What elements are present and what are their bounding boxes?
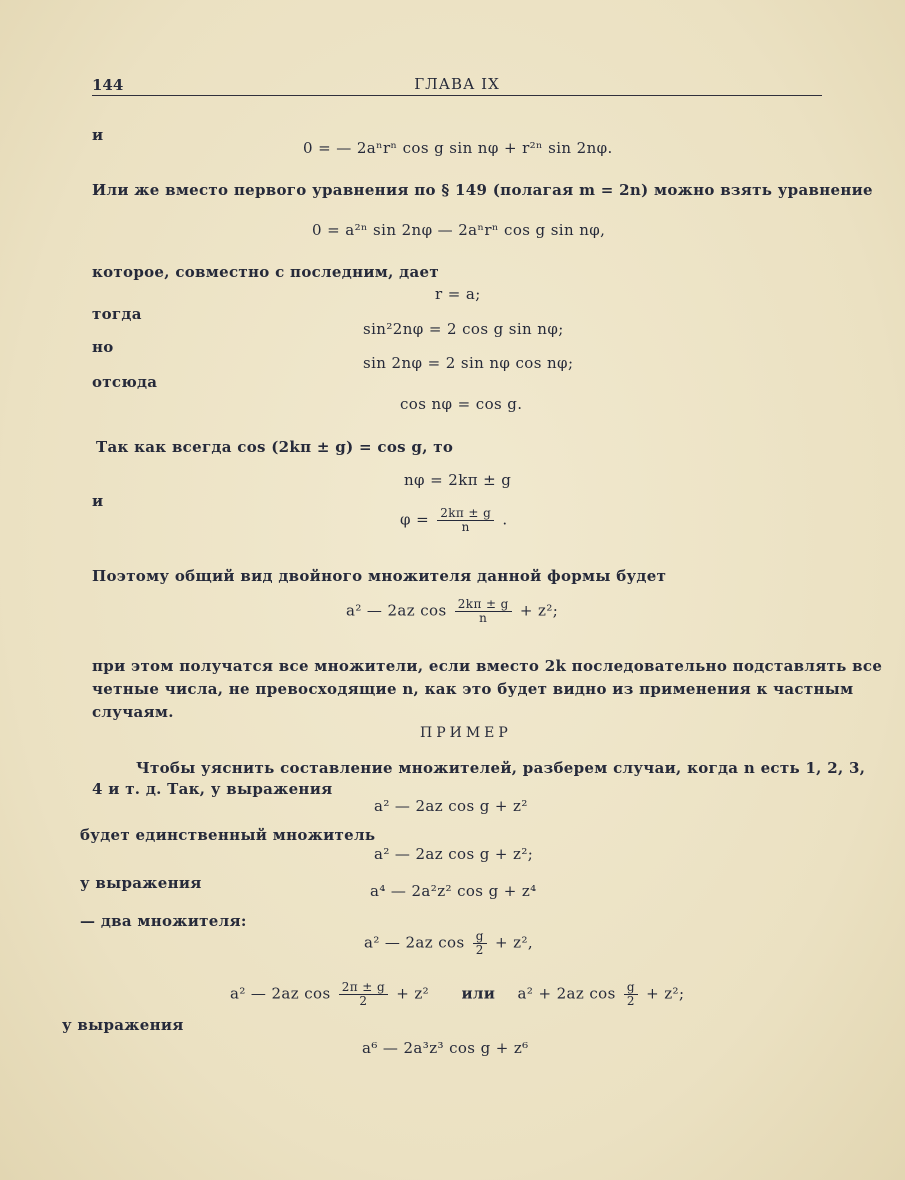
equation-part: a² — 2az cos <box>346 601 447 620</box>
fraction-numerator: 2kπ ± g <box>455 598 512 612</box>
fraction-numerator: g <box>473 930 487 944</box>
paragraph-text: у выражения <box>62 1016 184 1034</box>
paragraph-text: — два множителя: <box>80 912 247 930</box>
equation: sin 2nφ = 2 sin nφ cos nφ; <box>363 354 574 372</box>
fraction <box>473 930 487 957</box>
word-no: но <box>92 338 114 356</box>
fraction <box>339 981 388 1008</box>
equation-part: . <box>502 510 508 529</box>
fraction <box>437 507 494 534</box>
fraction-denominator: 2 <box>626 994 635 1008</box>
fraction-denominator: n <box>461 520 470 534</box>
equation: nφ = 2kπ ± g <box>404 471 512 489</box>
paragraph-text: которое, совместно с последним, дает <box>92 263 439 281</box>
equation-part: a² — 2az cos <box>230 984 331 1003</box>
paragraph-text: 4 и т. д. Так, у выражения <box>92 780 333 798</box>
word-i: и <box>92 492 104 510</box>
page-header <box>92 70 822 96</box>
equation-part: + z²; <box>519 601 559 620</box>
equation: 0 = a²ⁿ sin 2nφ — 2aⁿrⁿ cos g sin nφ, <box>312 221 606 239</box>
equation-part: + z², <box>495 933 534 952</box>
fraction-denominator: 2 <box>359 994 368 1008</box>
fraction <box>624 981 638 1008</box>
word-togda: тогда <box>92 305 142 323</box>
word-ili: или <box>461 984 496 1003</box>
paragraph-text: четные числа, не превосходящие n, как это будет видно из применения к частным <box>92 680 854 698</box>
fraction-denominator: 2 <box>475 943 484 957</box>
fraction-denominator: n <box>479 611 488 625</box>
equation-fraction <box>364 930 533 957</box>
equation-part: + z² <box>396 984 430 1003</box>
word-otsyuda: отсюда <box>92 373 158 391</box>
paragraph-text: у выражения <box>80 874 202 892</box>
equation: 0 = — 2aⁿrⁿ cos g sin nφ + r²ⁿ sin 2nφ. <box>303 139 613 157</box>
paragraph-text: случаям. <box>92 703 174 721</box>
fraction-numerator: 2π ± g <box>339 981 388 995</box>
equation-part: + z²; <box>646 984 685 1003</box>
paragraph-text: Или же вместо первого уравнения по § 149 (полагая m = 2n) можно взять уравнение <box>92 181 873 199</box>
equation: sin²2nφ = 2 cos g sin nφ; <box>363 320 564 338</box>
paragraph-text: Так как всегда cos (2kπ ± g) = cos g, то <box>96 438 454 456</box>
chapter-title: ГЛАВА IX <box>414 75 500 93</box>
equation: a² — 2az cos g + z²; <box>374 845 534 863</box>
equation-part: a² — 2az cos <box>364 933 465 952</box>
word-i: и <box>92 126 104 144</box>
equation-part: a² + 2az cos <box>517 984 616 1003</box>
paragraph-text: будет единственный множитель <box>80 826 376 844</box>
fraction-numerator: g <box>624 981 638 995</box>
equation-fraction <box>230 981 684 1008</box>
paragraph-text: при этом получатся все множители, если вместо 2k последовательно подставлять все <box>92 657 883 675</box>
equation: a² — 2az cos g + z² <box>374 797 528 815</box>
equation-part: φ = <box>400 510 430 529</box>
fraction <box>455 598 512 625</box>
header-rule <box>92 95 822 96</box>
fraction-numerator: 2kπ ± g <box>437 507 494 521</box>
paragraph-text: Поэтому общий вид двойного множителя данной формы будет <box>92 567 667 585</box>
equation: a⁴ — 2a²z² cos g + z⁴ <box>370 882 537 900</box>
page-number: 144 <box>92 76 124 94</box>
equation-fraction <box>400 507 508 534</box>
paragraph-text: Чтобы уяснить составление множителей, разберем случаи, когда n есть 1, 2, 3, <box>136 759 866 777</box>
equation: r = a; <box>435 285 481 303</box>
equation-fraction <box>346 598 558 625</box>
section-heading: ПРИМЕР <box>420 725 512 741</box>
equation: a⁶ — 2a³z³ cos g + z⁶ <box>362 1039 529 1057</box>
equation: cos nφ = cos g. <box>400 395 523 413</box>
